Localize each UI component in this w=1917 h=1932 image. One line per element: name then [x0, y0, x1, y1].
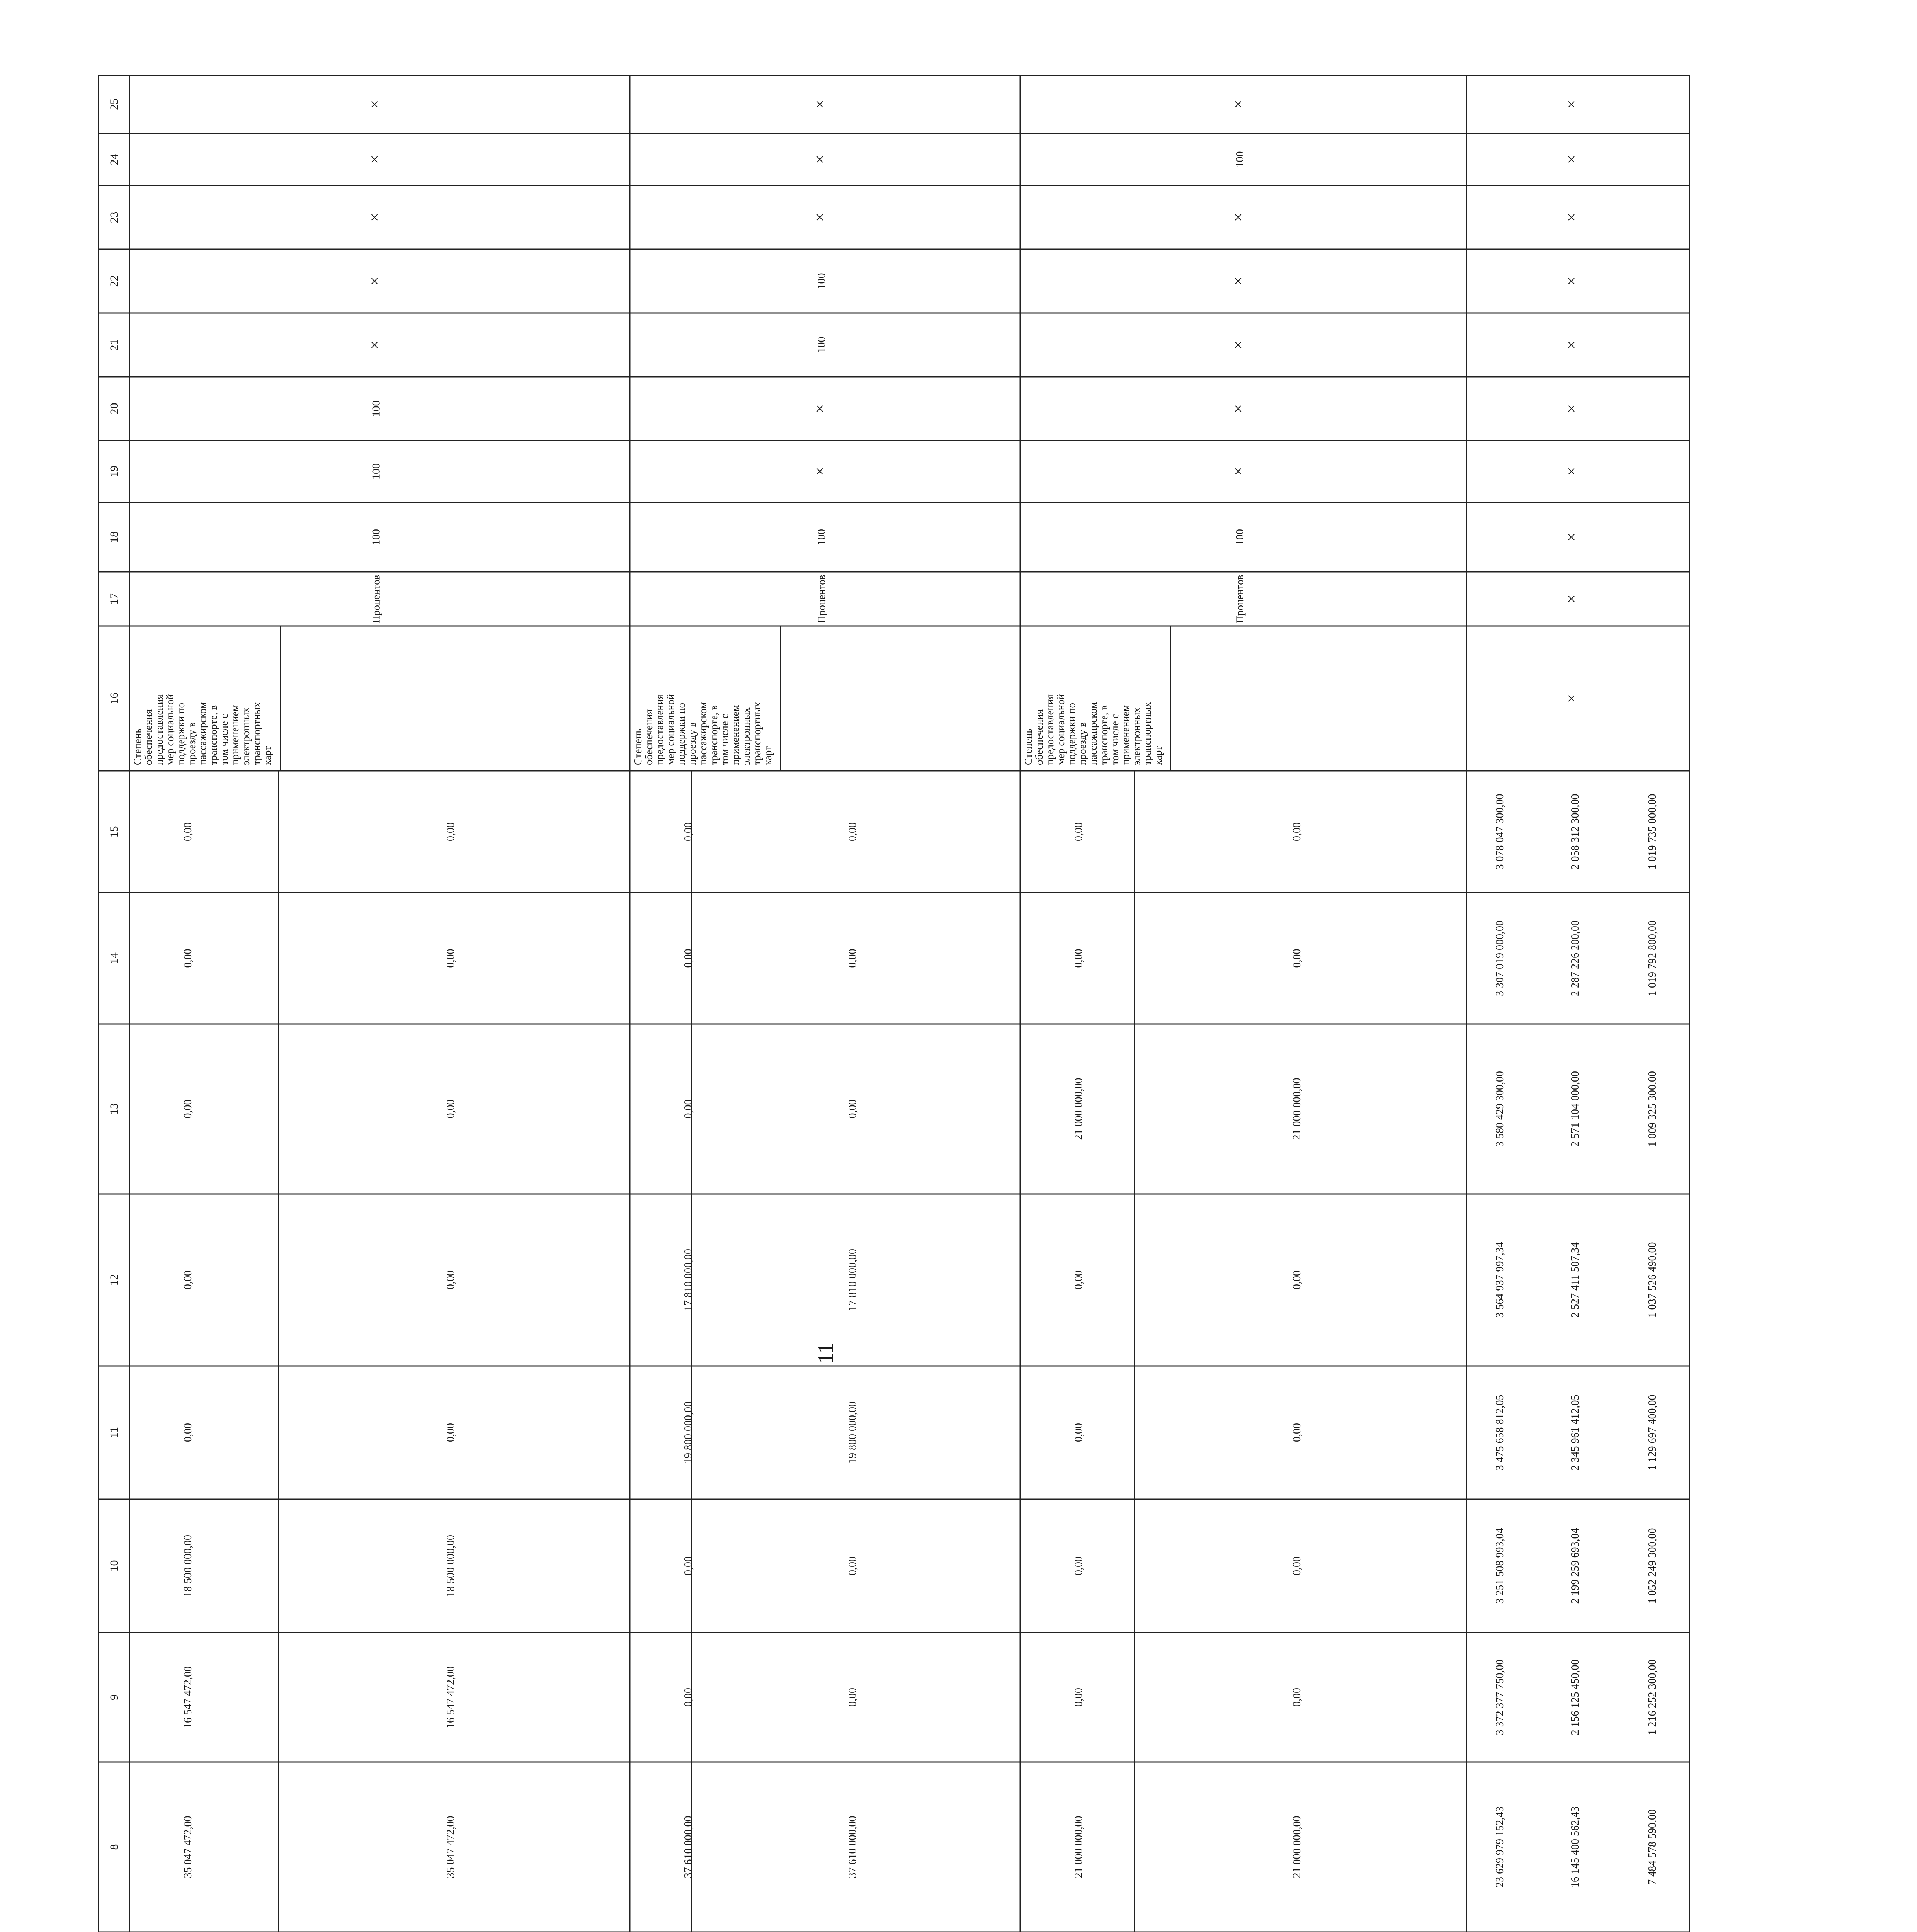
fin-source1-value: 21 000 000,00 — [1291, 1816, 1303, 1878]
fin-total-value: 0,00 — [1073, 949, 1085, 968]
fin-source1-value: 0,00 — [1291, 1556, 1303, 1575]
indicator-line: обеспечения — [143, 709, 154, 765]
fin-total-value: 0,00 — [1073, 1688, 1085, 1707]
task-total-value: 3 078 047 300,00 — [1494, 794, 1506, 870]
fin-source1-value: 0,00 — [847, 1099, 859, 1119]
column-number: 8 — [108, 1844, 121, 1850]
task-indicator-value: × — [1563, 340, 1580, 349]
column-number: 18 — [108, 531, 121, 543]
task-source1-value: 2 199 259 693,04 — [1569, 1528, 1581, 1604]
indicator-line: карт — [762, 746, 774, 765]
task-indicator-value: × — [1563, 532, 1580, 542]
unit-label: Процентов — [370, 575, 382, 623]
fin-total-value: 0,00 — [182, 1099, 194, 1119]
fin-total-value: 0,00 — [682, 1688, 694, 1707]
indicator-value: × — [1229, 100, 1247, 109]
indicator-line: обеспечения — [643, 709, 655, 765]
task-source1-value: 16 145 400 562,43 — [1569, 1806, 1581, 1888]
fin-total-value: 0,00 — [682, 822, 694, 841]
indicator-line: предоставления — [1044, 694, 1056, 765]
indicator-line: предоставления — [153, 694, 165, 765]
indicator-value: × — [366, 155, 383, 164]
task-indicator-value: × — [1563, 277, 1580, 286]
indicator-value: × — [811, 155, 828, 164]
indicator-line: транспорте, в — [1098, 705, 1110, 765]
fin-source1-value: 0,00 — [445, 949, 457, 968]
fin-source1-value: 0,00 — [1291, 1270, 1303, 1289]
column-number: 12 — [108, 1274, 121, 1286]
indicator-line: пассажирском — [197, 702, 208, 765]
fin-total-value: 21 000 000,00 — [1073, 1078, 1085, 1140]
fin-source1-value: 0,00 — [445, 1423, 457, 1442]
indicator-value: 100 — [370, 463, 383, 480]
indicator-line: применением — [730, 705, 741, 765]
indicator-line: поддержки по — [675, 702, 687, 765]
fin-source1-value: 17 810 000,00 — [847, 1249, 859, 1311]
task-indicator-value: × — [1563, 404, 1580, 413]
indicator-line: том числе с — [218, 714, 230, 765]
fin-total-value: 35 047 472,00 — [182, 1816, 194, 1878]
indicator-value: × — [811, 213, 828, 222]
indicator-value: × — [811, 100, 828, 109]
indicator-value: 100 — [816, 337, 828, 353]
indicator-line: проезду в — [186, 722, 197, 765]
task-indicator-cross: × — [1563, 694, 1580, 703]
fin-total-value: 19 800 000,00 — [682, 1401, 694, 1464]
indicator-value: × — [1229, 340, 1247, 349]
task-indicator-value: × — [1563, 213, 1580, 222]
indicator-line: Степень — [132, 728, 143, 765]
indicator-line: транспортных — [751, 702, 763, 765]
column-number: 22 — [108, 275, 121, 287]
task-total-value: 3 372 377 750,00 — [1494, 1659, 1506, 1735]
task-source1-value: 2 287 226 200,00 — [1569, 920, 1581, 996]
fin-total-value: 0,00 — [1073, 1556, 1085, 1575]
indicator-line: Степень — [632, 728, 644, 765]
column-number: 20 — [108, 403, 121, 415]
indicator-line: применением — [229, 705, 241, 765]
indicator-value: × — [1229, 404, 1247, 413]
fin-source1-value: 0,00 — [847, 949, 859, 968]
fin-source1-value: 0,00 — [1291, 822, 1303, 841]
fin-total-value: 0,00 — [182, 949, 194, 968]
fin-source1-value: 0,00 — [847, 822, 859, 841]
fin-source1-value: 0,00 — [847, 1556, 859, 1575]
task-indicator-value: × — [1563, 155, 1580, 164]
column-number: 23 — [108, 211, 121, 223]
indicator-line: электронных — [740, 707, 752, 765]
fin-total-value: 17 810 000,00 — [682, 1249, 694, 1311]
indicator-line: карт — [1152, 746, 1164, 765]
column-number: 11 — [108, 1427, 121, 1438]
fin-source1-value: 0,00 — [445, 1099, 457, 1119]
unit-label: Процентов — [816, 575, 827, 623]
indicator-line: электронных — [1131, 707, 1142, 765]
task-indicator-value: × — [1563, 467, 1580, 476]
indicator-line: мер социальной — [665, 694, 676, 765]
indicator-line: транспорте, в — [708, 705, 720, 765]
page-number: 11 — [813, 1343, 838, 1364]
indicator-value: × — [366, 213, 383, 222]
indicator-value: × — [1229, 467, 1247, 476]
indicator-line: предоставления — [654, 694, 665, 765]
indicator-value: 100 — [370, 529, 383, 545]
column-number: 9 — [108, 1694, 121, 1700]
indicator-line: транспортных — [1141, 702, 1153, 765]
indicator-value: × — [366, 100, 383, 109]
indicator-line: электронных — [240, 707, 252, 765]
fin-total-value: 0,00 — [1073, 822, 1085, 841]
fin-source1-value: 35 047 472,00 — [445, 1816, 457, 1878]
fin-total-value: 0,00 — [182, 1270, 194, 1289]
indicator-line: транспортных — [251, 702, 262, 765]
task-total-value: 3 475 658 812,05 — [1494, 1395, 1506, 1471]
indicator-value: × — [811, 404, 828, 413]
fin-total-value: 0,00 — [682, 1556, 694, 1575]
column-number: 25 — [108, 99, 121, 110]
unit-label: Процентов — [1234, 575, 1246, 623]
indicator-value: × — [811, 467, 828, 476]
fin-source1-value: 0,00 — [445, 1270, 457, 1289]
column-number: 19 — [108, 466, 121, 477]
indicator-line: Степень — [1022, 728, 1034, 765]
task-total-value: 23 629 979 152,43 — [1494, 1806, 1506, 1888]
column-number: 21 — [108, 339, 121, 351]
task-indicator-value: × — [1563, 100, 1580, 109]
indicator-value: 100 — [1234, 529, 1246, 545]
task-unit-cross: × — [1563, 594, 1580, 604]
indicator-value: 100 — [370, 400, 383, 417]
indicator-value: 100 — [1234, 151, 1246, 168]
indicator-line: проезду в — [686, 722, 698, 765]
fin-total-value: 16 547 472,00 — [182, 1666, 194, 1728]
fin-total-value: 0,00 — [682, 949, 694, 968]
indicator-line: обеспечения — [1033, 709, 1045, 765]
indicator-line: карт — [262, 746, 273, 765]
column-number: 24 — [108, 153, 121, 165]
task-total-value: 3 580 429 300,00 — [1494, 1071, 1506, 1147]
fin-total-value: 0,00 — [182, 822, 194, 841]
indicator-line: том числе с — [1109, 714, 1121, 765]
task-total-value: 3 564 937 997,34 — [1494, 1242, 1506, 1318]
task-source2-value: 1 037 526 490,00 — [1647, 1242, 1658, 1318]
task-source2-value: 1 009 325 300,00 — [1647, 1071, 1658, 1147]
task-source2-value: 1 216 252 300,00 — [1647, 1659, 1658, 1735]
indicator-value: × — [1229, 277, 1247, 286]
task-source2-value: 1 019 792 800,00 — [1647, 920, 1658, 996]
indicator-line: пассажирском — [1087, 702, 1099, 765]
indicator-line: пассажирском — [697, 702, 709, 765]
fin-source1-value: 0,00 — [1291, 1688, 1303, 1707]
column-number: 14 — [108, 952, 121, 964]
fin-total-value: 0,00 — [682, 1099, 694, 1119]
fin-source1-value: 0,00 — [847, 1688, 859, 1707]
indicator-line: транспорте, в — [208, 705, 219, 765]
task-source2-value: 7 484 578 590,00 — [1647, 1809, 1658, 1885]
fin-source1-value: 0,00 — [1291, 1423, 1303, 1442]
task-source1-value: 2 345 961 412,05 — [1569, 1395, 1581, 1471]
fin-total-value: 0,00 — [1073, 1423, 1085, 1442]
indicator-line: том числе с — [719, 714, 730, 765]
indicator-line: применением — [1120, 705, 1131, 765]
fin-total-value: 0,00 — [1073, 1270, 1085, 1289]
indicator-line: проезду в — [1077, 722, 1088, 765]
task-source1-value: 2 156 125 450,00 — [1569, 1659, 1581, 1735]
fin-source1-value: 0,00 — [445, 822, 457, 841]
fin-total-value: 0,00 — [182, 1423, 194, 1442]
column-number: 13 — [108, 1103, 121, 1115]
indicator-value: 100 — [816, 273, 828, 289]
indicator-value: × — [1229, 213, 1247, 222]
indicator-value: × — [366, 277, 383, 286]
task-source1-value: 2 527 411 507,34 — [1569, 1242, 1581, 1318]
task-source2-value: 1 019 735 000,00 — [1647, 794, 1658, 870]
indicator-line: мер социальной — [164, 694, 176, 765]
fin-source1-value: 16 547 472,00 — [445, 1666, 457, 1728]
fin-source1-value: 18 500 000,00 — [445, 1535, 457, 1597]
fin-source1-value: 21 000 000,00 — [1291, 1078, 1303, 1140]
column-number: 15 — [108, 826, 121, 838]
task-total-value: 3 251 508 993,04 — [1494, 1528, 1506, 1604]
column-number: 16 — [108, 692, 121, 704]
indicator-line: поддержки по — [1066, 702, 1077, 765]
fin-source1-value: 37 610 000,00 — [847, 1816, 859, 1878]
task-total-value: 3 307 019 000,00 — [1494, 920, 1506, 996]
indicator-value: 100 — [816, 529, 828, 545]
column-number: 17 — [108, 593, 121, 605]
column-number: 10 — [108, 1560, 121, 1572]
fin-source1-value: 19 800 000,00 — [847, 1401, 859, 1464]
indicator-line: мер социальной — [1055, 694, 1067, 765]
fin-total-value: 21 000 000,00 — [1073, 1816, 1085, 1878]
fin-total-value: 37 610 000,00 — [682, 1816, 694, 1878]
indicator-line: поддержки по — [175, 702, 187, 765]
task-source1-value: 2 058 312 300,00 — [1569, 794, 1581, 870]
fin-total-value: 18 500 000,00 — [182, 1535, 194, 1597]
indicator-value: × — [366, 340, 383, 349]
task-source2-value: 1 052 249 300,00 — [1647, 1528, 1658, 1604]
fin-source1-value: 0,00 — [1291, 949, 1303, 968]
task-source1-value: 2 571 104 000,00 — [1569, 1071, 1581, 1147]
task-source2-value: 1 129 697 400,00 — [1647, 1395, 1658, 1471]
